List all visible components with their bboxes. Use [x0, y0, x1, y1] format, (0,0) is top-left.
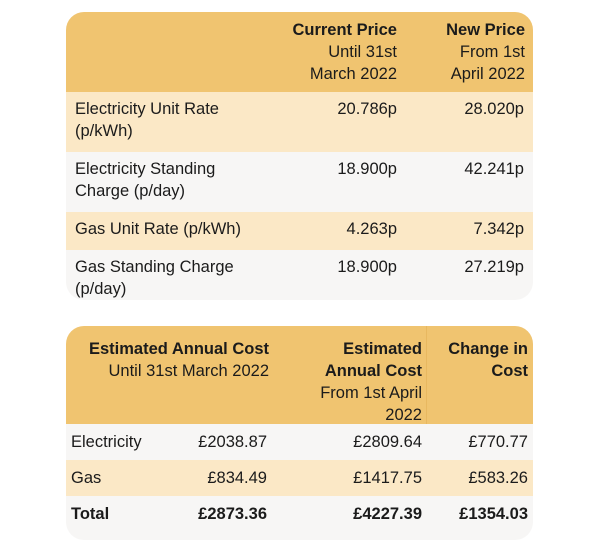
row-label-line2: (p/day)	[75, 280, 127, 298]
row-label: Gas	[71, 469, 102, 487]
row-label-line2: (p/kWh)	[75, 122, 133, 140]
current-price-value: 20.786p	[337, 100, 397, 118]
new-price-value: 27.219p	[464, 258, 524, 276]
annual-cost-table	[66, 326, 533, 540]
row-label-line1: Gas Unit Rate (p/kWh)	[75, 220, 241, 238]
price-comparison-table	[66, 12, 533, 300]
row-label-line2: Charge (p/day)	[75, 182, 186, 200]
new-cost-title2: Annual Cost	[324, 362, 422, 380]
current-cost-title: Estimated Annual Cost	[89, 340, 269, 358]
new-price-value: 42.241p	[464, 160, 524, 178]
row-label	[75, 158, 255, 202]
new-price-value: 28.020p	[464, 100, 524, 118]
change-value: £1354.03	[459, 505, 528, 523]
new-cost-sub2: 2022	[385, 406, 422, 424]
change-title1: Change in	[448, 340, 528, 358]
table-row	[66, 424, 533, 460]
row-label: Total	[71, 505, 110, 523]
change-cost-header	[428, 338, 528, 382]
table-row	[66, 152, 533, 212]
table-row	[66, 250, 533, 300]
total-row	[66, 496, 533, 532]
current-price-title: Current Price	[292, 21, 397, 39]
table-row	[66, 212, 533, 250]
current-cost-value: £2038.87	[198, 433, 267, 451]
table-row	[66, 460, 533, 496]
new-cost-value: £1417.75	[353, 469, 422, 487]
table-row	[66, 92, 533, 152]
row-label-line1: Gas Standing Charge	[75, 258, 234, 276]
current-price-value: 18.900p	[337, 258, 397, 276]
new-cost-value: £4227.39	[353, 505, 422, 523]
current-cost-value: £834.49	[207, 469, 267, 487]
row-label-line1: Electricity Unit Rate	[75, 100, 219, 118]
new-price-title: New Price	[446, 21, 525, 39]
row-label	[75, 256, 255, 300]
current-cost-sub: Until 31st March 2022	[108, 362, 269, 380]
row-label	[75, 218, 315, 240]
column-divider	[426, 326, 427, 424]
change-value: £770.77	[468, 433, 528, 451]
current-cost-header	[69, 338, 269, 382]
new-cost-title1: Estimated	[343, 340, 422, 358]
new-price-sub2: April 2022	[450, 65, 525, 83]
new-price-value: 7.342p	[473, 220, 524, 238]
current-price-value: 18.900p	[337, 160, 397, 178]
price-table-header	[66, 12, 533, 92]
new-price-sub1: From 1st	[459, 43, 525, 61]
change-title2: Cost	[491, 362, 528, 380]
current-price-sub1: Until 31st	[328, 43, 397, 61]
change-value: £583.26	[468, 469, 528, 487]
new-cost-value: £2809.64	[353, 433, 422, 451]
new-price-header	[405, 19, 525, 85]
row-label-line1: Electricity Standing	[75, 160, 216, 178]
cost-table-header	[66, 326, 533, 424]
row-label: Electricity	[71, 433, 142, 451]
new-cost-header	[292, 338, 422, 426]
current-price-sub2: March 2022	[309, 65, 397, 83]
row-label	[75, 98, 255, 142]
current-cost-value: £2873.36	[198, 505, 267, 523]
current-price-header	[257, 19, 397, 85]
current-price-value: 4.263p	[346, 220, 397, 238]
new-cost-sub1: From 1st April	[320, 384, 422, 402]
